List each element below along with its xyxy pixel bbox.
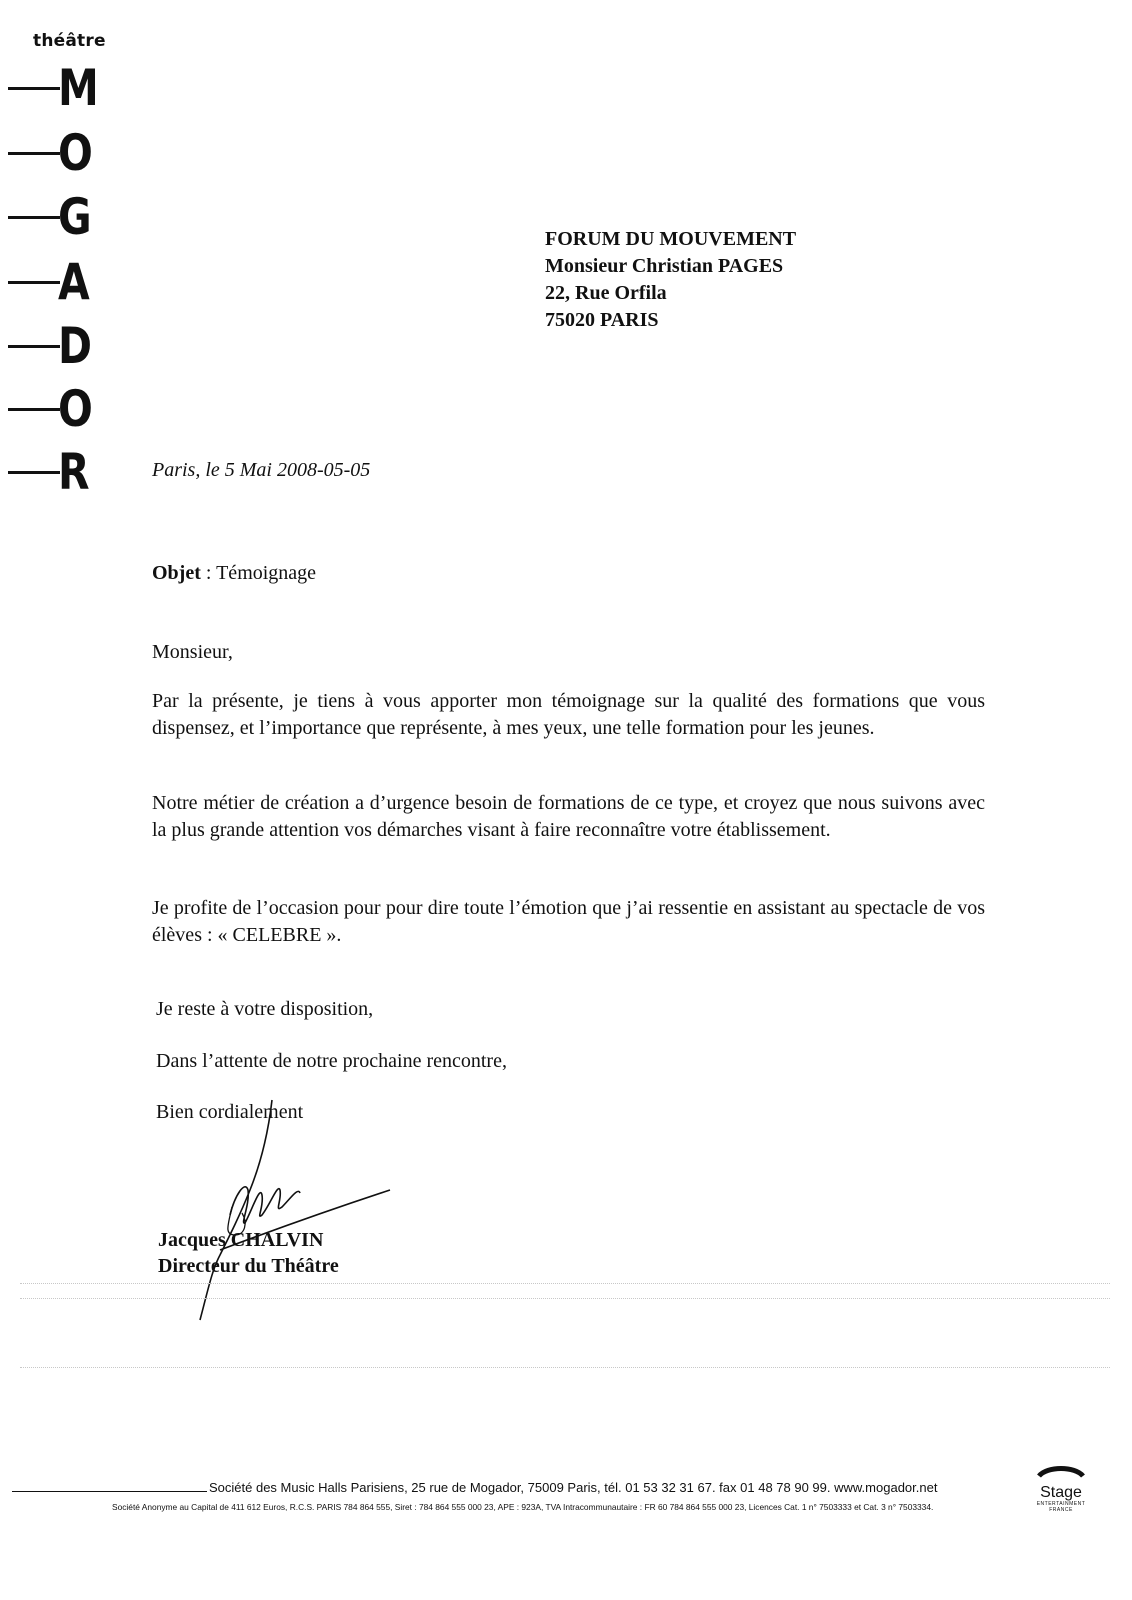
subject-value: Témoignage <box>216 562 317 584</box>
recipient-org: FORUM DU MOUVEMENT <box>545 228 797 250</box>
footer-legal-info: Société Anonyme au Capital de 411 612 Euros, R.C.S. PARIS 784 864 555, Siret : 784 864 555 000 23, APE : 923A, TVA Intracommunautaire : FR 60 784 864 555 000 23, Licences Cat. 1 n° 7503333 et Cat. 3 n° 7503334. <box>112 1502 934 1512</box>
stage-logo-sub2: FRANCE <box>1049 1507 1073 1513</box>
footer-company-info <box>12 1480 938 1495</box>
logo-letter: A <box>58 253 90 311</box>
body-paragraph: Je profite de l’occasion pour pour dire toute l’émotion que j’ai ressentie en assistant au spectacle de vos élèves : « CELEBRE ». <box>152 897 985 946</box>
stage-entertainment-logo <box>1033 1466 1089 1516</box>
footer-line1: Société des Music Halls Parisiens, 25 rue de Mogador, 75009 Paris, tél. 01 53 32 31 67. fax 01 48 78 90 99. www.mogador.net <box>209 1480 938 1495</box>
logo-letter: M <box>58 59 99 117</box>
logo-letter-row <box>8 124 103 182</box>
salutation: Monsieur, <box>152 641 233 663</box>
signatory-name: Jacques CHALVIN <box>158 1229 324 1251</box>
logo-dash <box>8 408 60 411</box>
stage-logo-sub: ENTERTAINMENT <box>1036 1501 1086 1507</box>
letter-subject <box>152 562 316 585</box>
logo-dash <box>8 87 60 90</box>
logo-letter-row <box>8 188 103 246</box>
scan-artifact-line <box>20 1283 1110 1284</box>
logo-dash <box>8 152 60 155</box>
logo-letter-row <box>8 253 103 311</box>
logo-dash <box>8 216 60 219</box>
stage-swoosh-icon <box>1033 1466 1089 1480</box>
logo-letter: R <box>58 443 90 501</box>
closing-line: Bien cordialement <box>156 1101 304 1123</box>
scan-artifact-line <box>20 1367 1110 1368</box>
recipient-street: 22, Rue Orfila <box>545 282 667 304</box>
logo-letter-row <box>8 59 103 117</box>
recipient-address <box>545 226 796 334</box>
body-paragraph: Notre métier de création a d’urgence besoin de formations de ce type, et croyez que nous suivons avec la plus grande attention vos démarches visant à faire reconnaître votre établissement. <box>152 792 985 841</box>
recipient-name: Monsieur Christian PAGES <box>545 255 784 277</box>
recipient-city: 75020 PARIS <box>545 309 659 331</box>
footer-rule <box>12 1491 207 1492</box>
logo-theatre-word: théâtre <box>33 31 106 51</box>
logo-letter: O <box>58 124 93 182</box>
logo-letter: D <box>58 317 93 375</box>
closing-line: Je reste à votre disposition, <box>156 998 374 1020</box>
logo-letter-row <box>8 317 103 375</box>
logo-dash <box>8 345 60 348</box>
logo-letter: O <box>58 380 93 438</box>
closing-line: Dans l’attente de notre prochaine rencontre, <box>156 1050 507 1072</box>
stage-logo-word: Stage <box>1040 1484 1082 1501</box>
signatory-title: Directeur du Théâtre <box>158 1255 339 1277</box>
logo-letter: G <box>58 188 92 246</box>
handwritten-signature <box>190 1095 400 1325</box>
body-paragraph: Par la présente, je tiens à vous apporter mon témoignage sur la qualité des formations que vous dispensez, et l’importance que représente, à mes yeux, une telle formation pour les jeunes. <box>152 690 985 739</box>
subject-label: Objet <box>152 562 201 584</box>
letter-date: Paris, le 5 Mai 2008-05-05 <box>152 459 371 481</box>
scan-artifact-line <box>20 1298 1110 1299</box>
logo-letter-row <box>8 443 103 501</box>
logo-letter-row <box>8 380 103 438</box>
logo-dash <box>8 281 60 284</box>
subject-separator: : <box>200 562 217 584</box>
logo-dash <box>8 471 60 474</box>
